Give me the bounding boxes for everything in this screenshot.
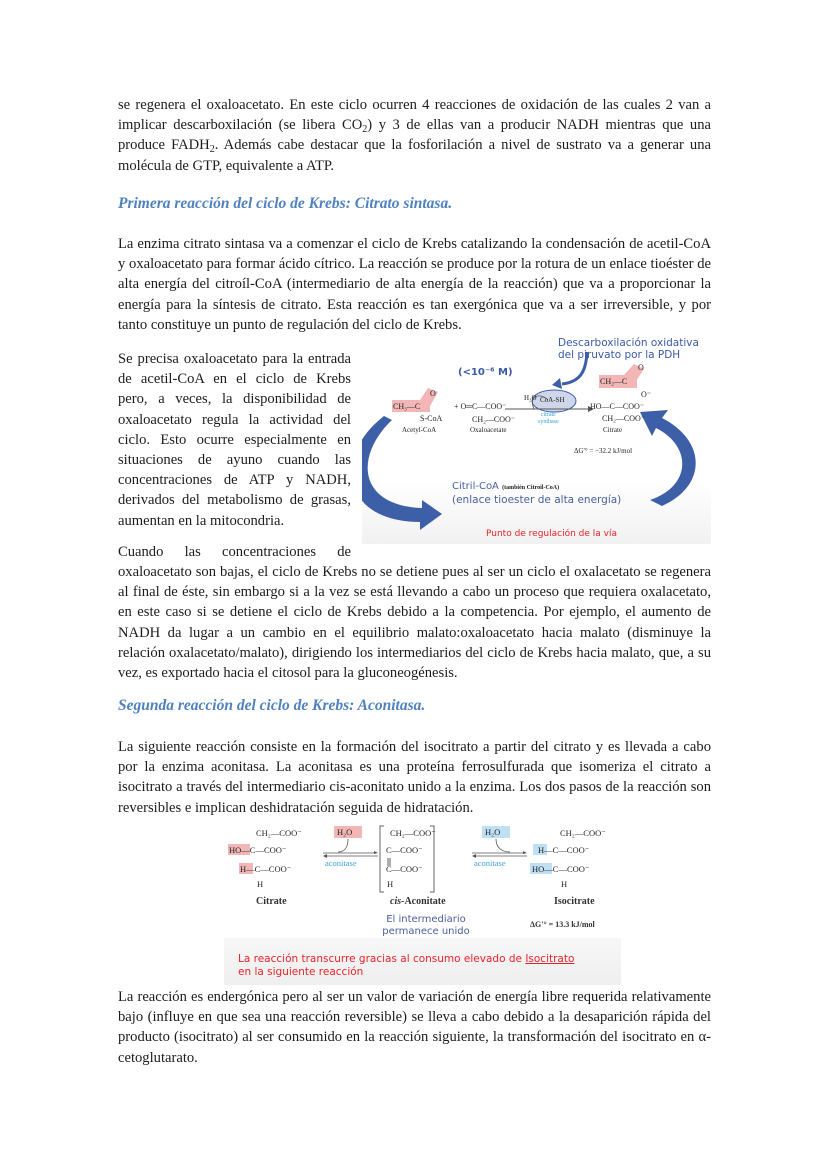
delta-g-value: ΔG'° = 13.3 kJ/mol	[530, 920, 595, 929]
section2-paragraph2: La reacción es endergónica pero al ser un valor de variación de energía libre requerida relativamente bajo (influye en que sea una reacción reversible) se lleva a cabo debido a la desaparición rápida del producto (isocitrato) al ser consumido en la reacción siguiente, la transformación del isocitrato en α-cetoglutarato.	[118, 989, 711, 1066]
intro-line: molécula de GTP, equivalente a ATP.	[118, 157, 335, 174]
intermediate-name	[452, 481, 559, 492]
red-note-line: en la siguiente reacción	[238, 966, 364, 978]
citrate-c-coo: —C—COO⁻	[241, 845, 287, 855]
note-line: permanece unido	[382, 926, 470, 937]
acetyl-coa-label: Acetyl-CoA	[402, 426, 437, 434]
citrate-h: H	[240, 864, 247, 874]
oxaloacetate-line2: CH₂—COO⁻	[472, 415, 516, 424]
cis-prefix: cis	[390, 896, 402, 907]
isocitrate-line1: CH₂—COO⁻	[560, 828, 606, 838]
acetyl-oxygen: O	[430, 389, 436, 398]
note-line: El intermediario	[386, 914, 466, 925]
section1-paragraph1: La enzima citrato sintasa va a comenzar el ciclo de Krebs catalizando la condensación de acetil-CoA y oxaloacetato para formar ácido cítrico. La reacción se produce por la rotura de un enlace tioéster de alta energía del citroíl-CoA (intermediario de alta energía de la reacción) que va a proporcionar la energía para la síntesis de citrato. Esta reacción es tan exergónica que va a ser irreversible, y por tanto constituye un punto de regulación del ciclo de Krebs.	[118, 236, 711, 333]
oxaloacetate-label: Oxaloacetate	[470, 426, 507, 434]
isocitrate-line2	[538, 845, 589, 856]
section1-side-paragraph: Se precisa oxaloacetato para la entrada de acetil-CoA en el ciclo de Krebs pero, a veces, la disponibilidad de oxaloacetato regula la actividad del ciclo. Esto ocurre especialmente en situaciones de ayuno cuando las concentraciones de ATP y NADH, derivados del metabolismo de grasas, aumentan en la mitocondria.	[118, 351, 351, 529]
intro-line: implicar descarboxilación (se libera CO	[118, 117, 363, 134]
intro-line: ) y 3 de ellas van a producir NADH mientras que una	[367, 117, 711, 134]
aconitase-figure	[224, 822, 621, 985]
red-note-text: La reacción transcurre gracias al consumo elevado de	[238, 953, 526, 965]
cis-aconitate-line3: C—COO⁻	[386, 864, 423, 874]
enzyme-citrate-synthase	[538, 412, 559, 426]
citrate-label: Citrate	[256, 896, 287, 907]
cycle-arrows-icon	[362, 336, 711, 544]
intermediate-alias: (también Citroil-CoA)	[502, 485, 560, 491]
pdh-annotation	[558, 337, 699, 361]
subscript: 2	[209, 144, 215, 156]
enzyme-aconitase-2: aconitase	[474, 858, 506, 868]
section2-paragraph1: La siguiente reacción consiste en la formación del isocitrato a partir del citrato y es llevada a cabo por la enzima aconitasa. La aconitasa es una proteína ferrosulfurada que isomeriza el citrato a isocitrato a través del intermediario cis-aconitato unido a la enzima. Los dos pasos de la reacción son reversibles e implican deshidratación seguida de hidratación.	[118, 739, 711, 816]
citrate-line1: CH₂—COO⁻	[256, 828, 302, 838]
citrate-c-coo: —C—COO⁻	[246, 864, 292, 874]
isocitrate-label: Isocitrate	[554, 896, 595, 907]
enzyme-line: synthase	[538, 419, 559, 425]
citrate-line3	[240, 864, 291, 875]
isocitrate-c-coo: —C—COO⁻	[544, 845, 590, 855]
isocitrate-line4: H	[561, 879, 568, 889]
intro-paragraph	[118, 95, 711, 176]
isocitrate-ho: HO	[532, 864, 545, 874]
cis-aconitate-label	[390, 896, 446, 907]
acetyl-ch3: CH₃—C	[393, 402, 421, 411]
intro-line: . Además cabe destacar que la fosforilación a nivel de sustrato va a generar una	[214, 137, 711, 154]
enzyme-line: citrate	[540, 412, 556, 418]
red-note-line	[238, 953, 574, 966]
citrate-synthase-figure	[362, 336, 711, 544]
section1-paragraph2-start: Cuando las concentraciones de	[118, 544, 351, 560]
intermediate-name-text: Citril-CoA	[452, 481, 499, 492]
citrate-line2	[229, 845, 286, 856]
intro-line: produce FADH	[118, 137, 210, 154]
citrate-label: Citrate	[603, 426, 623, 434]
citrate-ho: HO	[229, 845, 242, 855]
coash-label: CoA-SH	[540, 396, 565, 404]
citrate-oxygen-top: O	[638, 363, 644, 372]
cis-aconitate-line4: H	[387, 879, 394, 889]
aconitate-text: -Aconitate	[401, 896, 446, 907]
acetyl-scoa: S-CoA	[420, 414, 443, 423]
water-label-2: H₂O	[485, 827, 501, 837]
isocitrate-h: H	[538, 845, 545, 855]
section1-heading: Primera reacción del ciclo de Krebs: Citrato sintasa.	[118, 195, 453, 212]
isocitrate-consumption-note	[238, 953, 574, 979]
citrate-middle: HO—C—COO⁻	[590, 402, 645, 411]
citrate-top: CH₂—C	[600, 377, 628, 386]
intro-line: se regenera el oxaloacetato. En este ciclo ocurren 4 reacciones de oxidación de las cuales 2 van a	[118, 97, 711, 113]
cis-aconitate-line2: C—COO⁻	[386, 845, 423, 855]
isocitrate-c-coo: —C—COO⁻	[544, 864, 590, 874]
concentration-label: (<10⁻⁶ M)	[458, 367, 513, 378]
cis-aconitate-line1: CH₂—COO⁻	[390, 828, 436, 838]
delta-g-value: ΔG'° = −32.2 kJ/mol	[574, 447, 633, 455]
isocitrate-line3	[532, 864, 589, 875]
citrate-oxygen-minus: O⁻	[641, 390, 651, 399]
enzyme-aconitase-1: aconitase	[325, 858, 357, 868]
annotation-line: del piruvato por la PDH	[558, 349, 681, 361]
intermediate-description: (enlace tioester de alta energía)	[452, 494, 622, 506]
section2-heading: Segunda reacción del ciclo de Krebs: Aconitasa.	[118, 697, 426, 714]
regulation-note: Punto de regulación de la vía	[486, 529, 618, 539]
oxaloacetate-line1: + O═C—COO⁻	[454, 402, 507, 411]
citrate-bottom: CH₂—COO⁻	[602, 414, 646, 423]
annotation-line: Descarboxilación oxidativa	[558, 337, 699, 349]
subscript: 2	[362, 124, 368, 136]
section1-paragraph2: oxaloacetato son bajas, el ciclo de Krebs no se detiene pues al ser un ciclo el oxalacetato se regenera al final de éste, sin embargo si a la vez se está llevando a cabo un proceso que requiera oxalacetato, en este caso si se detiene el ciclo de Krebs debido a la competencia. Por ejemplo, el aumento de NADH da lugar a un cambio en el equilibrio malato:oxaloacetato hacia malato (disminuye la relación oxalacetato/malato), dirigiendo los intermediarios del ciclo de Krebs hacia malato, que, a su vez, es exportado hacia el citosol para la gluconeogénesis.	[118, 564, 711, 682]
citrate-line4: H	[257, 879, 264, 889]
red-note-underlined: Isocitrato	[525, 953, 575, 965]
water-label: H₂O	[524, 394, 537, 402]
water-label-1: H₂O	[337, 827, 353, 837]
